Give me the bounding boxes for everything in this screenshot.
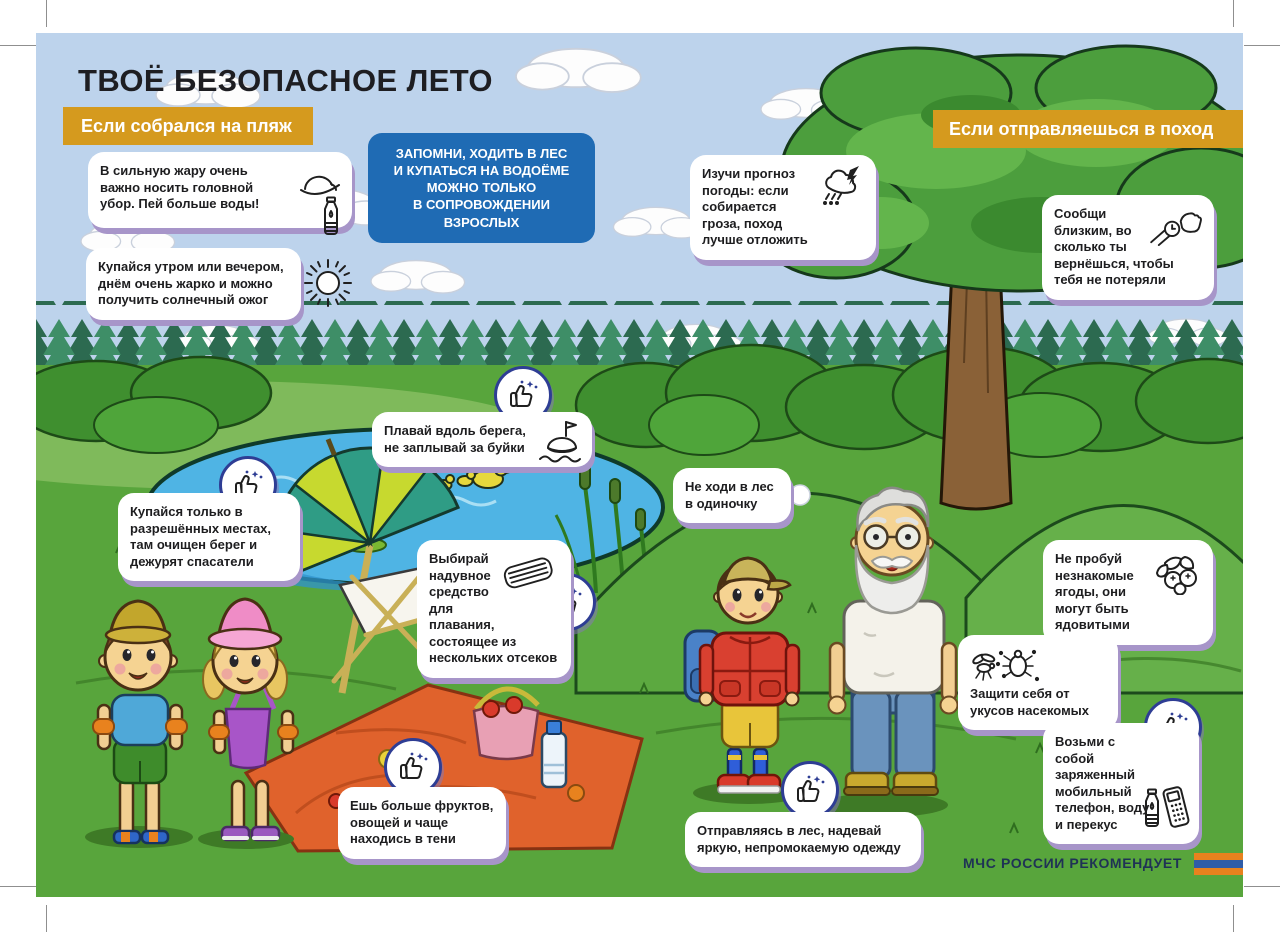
beach-section-banner <box>63 107 313 145</box>
water-bottle-icon <box>1143 786 1161 832</box>
page-title: ТВОЁ БЕЗОПАСНОЕ ЛЕТО <box>78 63 493 98</box>
mchs-flag <box>1194 853 1243 875</box>
tip-bubble-tell-family <box>1042 195 1214 300</box>
tip-bubble-take-phone <box>1043 723 1199 844</box>
mobile-phone-icon <box>1161 784 1191 830</box>
insects-icon <box>970 646 1040 684</box>
crop-mark <box>1244 45 1280 46</box>
buoy-icon <box>538 418 584 466</box>
notice-line: ЗАПОМНИ, ХОДИТЬ В ЛЕС <box>395 146 568 161</box>
wristwatch-icon <box>1148 206 1202 246</box>
crop-mark <box>1233 0 1234 27</box>
cloud-dot <box>790 485 810 505</box>
tip-bubble-swim-morning <box>86 248 301 320</box>
cap-icon <box>298 168 342 198</box>
armband <box>93 719 114 734</box>
notice-line: ВЗРОСЛЫХ <box>443 214 520 230</box>
hike-section-banner <box>933 110 1243 148</box>
tip-bubble-allowed-places <box>118 493 300 581</box>
tip-text: Купайся утром или вечером, днём очень жарко и можно получить солнечный ожог <box>98 259 284 307</box>
tip-bubble-swim-shore <box>372 412 592 467</box>
berries-icon <box>1151 551 1201 595</box>
armband <box>278 725 298 739</box>
tip-text: Плавай вдоль берега, не заплывай за буйки <box>384 423 526 455</box>
armband <box>209 725 229 739</box>
crop-mark <box>0 886 36 887</box>
notice-line: В СОПРОВОЖДЕНИИ <box>413 197 550 213</box>
thumbs-up-badge <box>781 761 839 819</box>
fruit <box>568 785 584 801</box>
tip-text: Защити себя от укусов насекомых <box>970 686 1090 718</box>
crop-mark <box>46 0 47 27</box>
storm-cloud-icon <box>818 166 864 208</box>
water-bottle-icon <box>322 196 340 238</box>
crop-mark <box>0 45 36 46</box>
sun-icon <box>298 253 358 318</box>
banner-label: Если собрался на пляж <box>81 115 292 136</box>
tip-text: В сильную жару очень важно носить головной убор. Пей больше воды! <box>100 163 260 211</box>
crop-mark <box>46 905 47 932</box>
tip-text: Не ходи в лес в одиночку <box>685 479 774 511</box>
air-mattress-icon <box>497 551 559 593</box>
tip-text: Отправляясь в лес, надевай яркую, непромокаемую одежду <box>697 823 901 855</box>
tip-text: Купайся только в разрешённых местах, там очищен берег и дежурят спасатели <box>130 504 272 569</box>
tip-bubble-berries <box>1043 540 1213 645</box>
notice-line: МОЖНО ТОЛЬКО <box>426 180 537 196</box>
tip-text: Сообщи близким, во сколько ты вернёшься, чтобы тебя не потеряли <box>1054 206 1174 287</box>
banner-label: Если отправляешься в поход <box>949 118 1214 139</box>
tip-bubble-insects <box>958 635 1118 730</box>
tip-text: Возьми с собой заряженный мобильный телефон, воду и перекус <box>1055 734 1150 832</box>
adult-supervision-notice <box>368 133 595 243</box>
tip-text: Ешь больше фруктов, овощей и чаще находись в тени <box>350 798 494 846</box>
poster <box>36 33 1243 897</box>
mchs-footer-text: МЧС РОССИИ РЕКОМЕНДУЕТ <box>963 855 1182 871</box>
tip-text: Изучи прогноз погоды: если собирается гроза, поход лучше отложить <box>702 166 808 247</box>
tip-text: Выбирай надувное средство для плавания, состоящее из нескольких отсеков <box>429 551 558 665</box>
tip-bubble-not-alone <box>673 468 791 523</box>
tip-bubble-hat-water <box>88 152 352 228</box>
swimsuit <box>226 709 270 768</box>
armband <box>166 719 187 734</box>
tip-text: Не пробуй незнакомые ягоды, они могут быть ядовитыми <box>1055 551 1134 632</box>
crop-mark <box>1244 886 1280 887</box>
tip-bubble-weather <box>690 155 876 260</box>
notice-line: И КУПАТЬСЯ НА ВОДОЁМЕ <box>393 163 570 179</box>
white-tshirt <box>844 601 944 693</box>
tip-bubble-inflatable <box>417 540 571 678</box>
tip-bubble-bright-clothes <box>685 812 921 867</box>
crop-mark <box>1233 905 1234 932</box>
tip-bubble-fruits-shade <box>338 787 506 859</box>
